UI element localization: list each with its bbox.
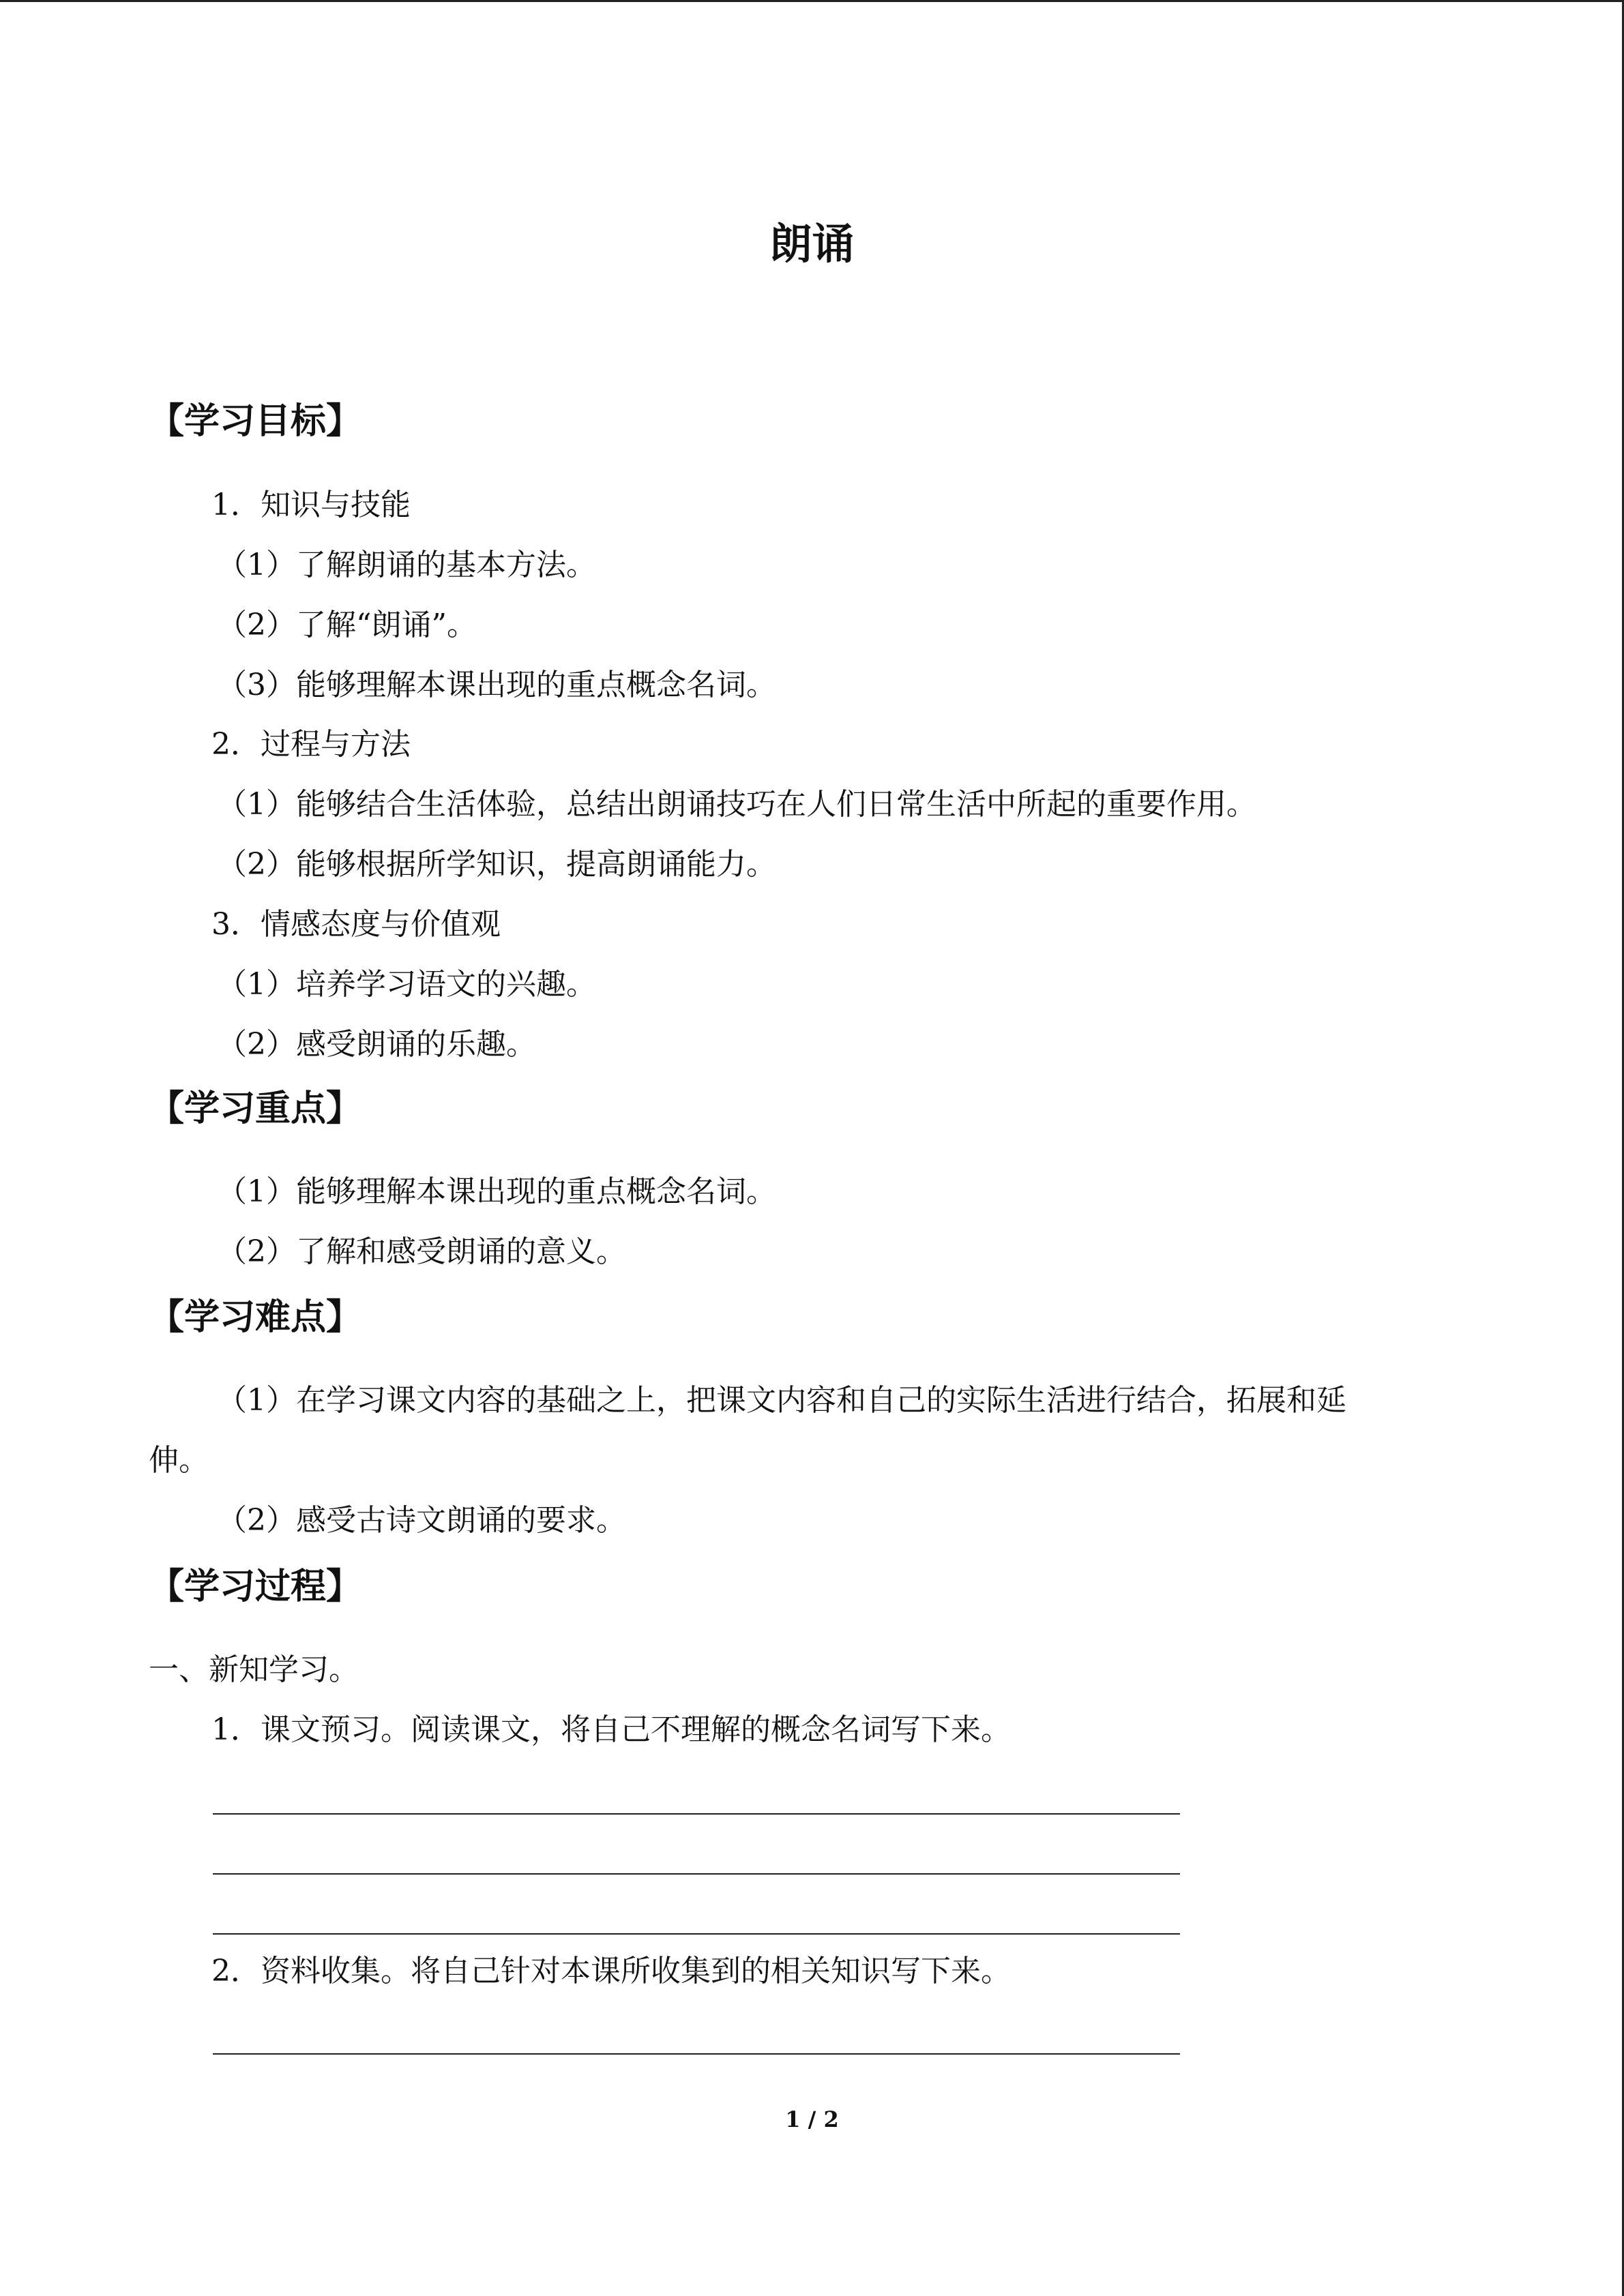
objective-subitem: （1）培养学习语文的兴趣。	[217, 967, 596, 1002]
answer-blank-line[interactable]	[213, 1813, 1180, 1815]
page-number: 1 / 2	[785, 2106, 839, 2132]
objective-item-knowledge: 1．知识与技能	[211, 488, 411, 522]
objective-subitem: （2）感受朗诵的乐趣。	[217, 1027, 536, 1062]
process-part-heading: 一、新知学习。	[149, 1652, 359, 1687]
difficulty-item: （2）感受古诗文朗诵的要求。	[217, 1503, 626, 1538]
objective-subitem: （2）了解“朗诵”。	[217, 608, 477, 642]
objective-subitem: （1）能够结合生活体验，总结出朗诵技巧在人们日常生活中所起的重要作用。	[217, 787, 1256, 822]
section-heading-process: 【学习过程】	[149, 1566, 362, 1607]
answer-blank-line[interactable]	[213, 1873, 1180, 1875]
objective-item-attitude: 3．情感态度与价值观	[211, 907, 501, 942]
key-point-item: （1）能够理解本课出现的重点概念名词。	[217, 1174, 776, 1209]
section-heading-difficulties: 【学习难点】	[149, 1297, 362, 1338]
process-task-preview: 1．课文预习。阅读课文，将自己不理解的概念名词写下来。	[211, 1712, 1011, 1747]
answer-blank-line[interactable]	[213, 2053, 1180, 2055]
page-title: 朗诵	[769, 219, 855, 269]
objective-subitem: （2）能够根据所学知识，提高朗诵能力。	[217, 847, 776, 882]
key-point-item: （2）了解和感受朗诵的意义。	[217, 1234, 626, 1269]
answer-blank-line[interactable]	[213, 1933, 1180, 1935]
objective-subitem: （3）能够理解本课出现的重点概念名词。	[217, 668, 776, 702]
objective-subitem: （1）了解朗诵的基本方法。	[217, 548, 596, 582]
objective-item-process: 2．过程与方法	[211, 727, 411, 762]
difficulty-item-continuation: 伸。	[149, 1443, 209, 1478]
process-task-research: 2．资料收集。将自己针对本课所收集到的相关知识写下来。	[211, 1954, 1011, 1988]
difficulty-item: （1）在学习课文内容的基础之上，把课文内容和自己的实际生活进行结合，拓展和延	[217, 1383, 1346, 1418]
section-heading-key-points: 【学习重点】	[149, 1088, 362, 1129]
section-heading-objectives: 【学习目标】	[149, 401, 362, 442]
